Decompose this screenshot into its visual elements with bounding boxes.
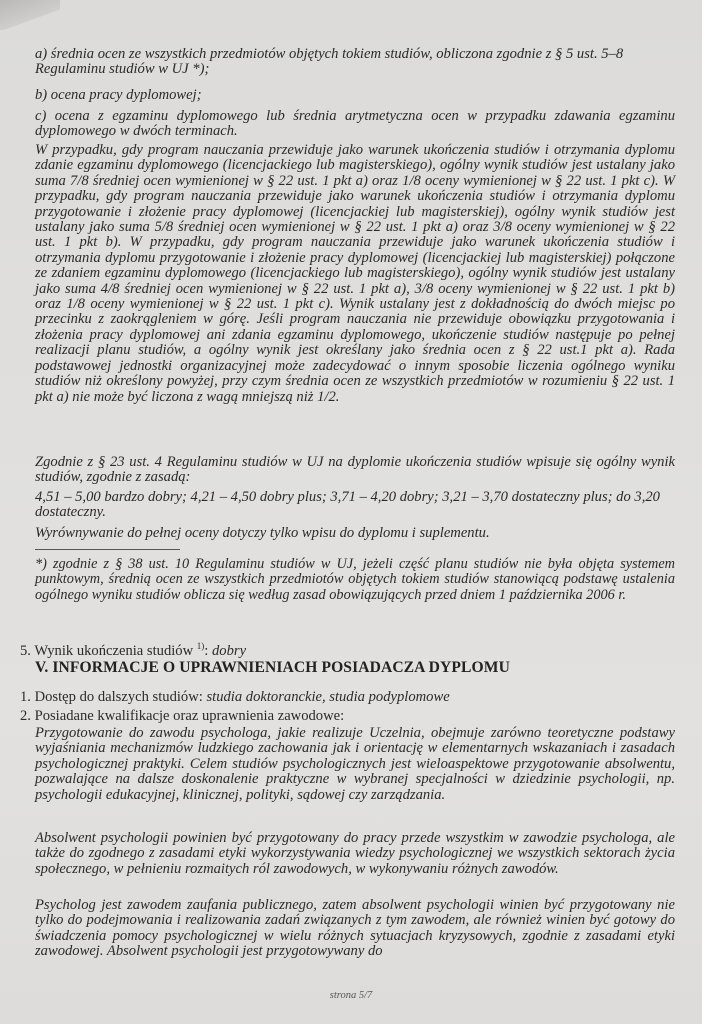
qualifications-para-2: Absolwent psychologii powinien być przygotowany do pracy przede wszystkim w zawodzie psychologa, ale także do zgodnego z zasadami etyki wykorzystywania wiedzy psychologicznej we wszystkich sektorach życia społecznego, w pełnieniu rozmaitych ról zawodowych, w wykonywaniu różnych zawodów.: [35, 830, 675, 877]
section-v-item-2: 2. Posiadane kwalifikacje oraz uprawnienia zawodowe:: [20, 708, 345, 724]
folded-corner-shadow: [0, 0, 60, 30]
section-v-heading: V. INFORMACJE O UPRAWNIENIACH POSIADACZA DYPLOMU: [35, 659, 510, 676]
footnote-divider: [35, 549, 180, 550]
section-v-item-1: 1. Dostęp do dalszych studiów: studia doktoranckie, studia podyplomowe: [20, 689, 450, 705]
qualifications-para-3: Psycholog jest zawodem zaufania publicznego, zatem absolwent psychologii winien być przygotowany nie tylko do podejmowania i realizowania zadań związanych z tym zawodem, ale również winien być gotowy do świadczenia pomocy psychologicznej w wielu różnych sytuacjach kryzysowych, zgodnie z zasadami etyki zawodowej. Absolwent psychologii jest przygotowywany do: [35, 897, 675, 960]
item-5-result: 5. Wynik ukończenia studiów $^{1)}$: dobry: [20, 641, 247, 659]
grading-note: Wyrównywanie do pełnej oceny dotyczy tylko wpisu do dyplomu i suplementu.: [35, 525, 490, 541]
item-c: c) ocena z egzaminu dyplomowego lub średnia arytmetyczna ocen w przypadku zdawania egzaminu dyplomowego w dwóch terminach.: [35, 108, 675, 140]
item-b: b) ocena pracy dyplomowej;: [35, 87, 202, 103]
qualifications-para-1: Przygotowanie do zawodu psychologa, jakie realizuje Uczelnia, obejmuje zarówno teoretyczne podstawy wyjaśniania mechanizmów ludzkiego zachowania jak i orientację w elementarnych wskazaniach i zasadach psychologicznej praktyki. Celem studiów psychologicznych jest wieloaspektowe przygotowanie absolwentu, pozwalające na dalsze doskonalenie praktyczne w wybranej specjalności w dziedzinie psychologii, np. psychologii edukacyjnej, klinicznej, polityki, sądowej czy zarządzania.: [35, 725, 675, 803]
item-a: a) średnia ocen ze wszystkich przedmiotów objętych tokiem studiów, obliczona zgodnie z § 5 ust. 5–8 Regulaminu studiów w UJ *);: [35, 46, 624, 78]
grading-scale: 4,51 – 5,00 bardzo dobry; 4,21 – 4,50 dobry plus; 3,71 – 4,20 dobry; 3,21 – 3,70 dostateczny plus; do 3,20 dostateczny.: [35, 489, 660, 521]
footnote: *) zgodnie z § 38 ust. 10 Regulaminu studiów w UJ, jeżeli część planu studiów nie była objęta systemem punktowym, średnią ocen ze wszystkich przedmiotów objętych tokiem studiów stanowiącą podstawę ustalenia ogólnego wyniku studiów oblicza się według zasad obowiązujących przed dniem 1 października 2006 r.: [35, 556, 675, 603]
grading-intro: Zgodnie z § 23 ust. 4 Regulaminu studiów w UJ na dyplomie ukończenia studiów wpisuje się ogólny wynik studiów, zgodnie z zasadą:: [35, 454, 675, 486]
page-number: strona 5/7: [329, 990, 373, 1001]
rules-paragraph: W przypadku, gdy program nauczania przewiduje jako warunek ukończenia studiów i otrzymania dyplomu zdanie egzaminu dyplomowego (licencjackiego lub magisterskiego), ogólny wynik studiów jest ustalany jako suma 7/8 średniej ocen wymienionej w § 22 ust. 1 pkt a) oraz 1/8 oceny wymienionej w § 22 ust. 1 pkt c). W przypadku, gdy program nauczania przewiduje jako warunek ukończenia studiów i otrzymania dyplomu przygotowanie i złożenie pracy dyplomowej (licencjackiej lub magisterskiej), ogólny wynik studiów jest ustalany jako suma 5/8 średniej ocen wymienionej w § 22 ust. 1 pkt a) oraz 3/8 oceny wymienionej w § 22 ust. 1 pkt b). W przypadku, gdy program nauczania przewiduje jako warunek ukończenia studiów i otrzymania dyplomu przygotowanie i złożenie pracy dyplomowej (licencjackiej lub magisterskiej) połączone ze zdaniem egzaminu dyplomowego (licencjackiego lub magisterskiego), ogólny wynik studiów jest ustalany jako suma 4/8 średniej ocen wymienionej w § 22 ust. 1 pkt a), 3/8 oceny wymienionej w § 22 ust. 1 pkt b) oraz 1/8 oceny wymienionej w § 22 ust. 1 pkt c). Wynik ustalany jest z dokładnością do dwóch miejsc po przecinku z zaokrągleniem w górę. Jeśli program nauczania nie przewiduje obowiązku przygotowania i złożenia pracy dyplomowej ani zdania egzaminu dyplomowego, ukończenie studiów następuje po pełnej realizacji planu studiów, a ogólny wynik jest określany jako średnia ocen z § 22 ust.1 pkt a). Rada podstawowej jednostki organizacyjnej może zadecydować o innym sposobie liczenia ogólnego wyniku studiów niż określony powyżej, przy czym średnia ocen ze wszystkich przedmiotów w rozumieniu § 22 ust. 1 pkt a) nie może być liczona z wagą mniejszą niż 1/2.: [35, 142, 675, 405]
